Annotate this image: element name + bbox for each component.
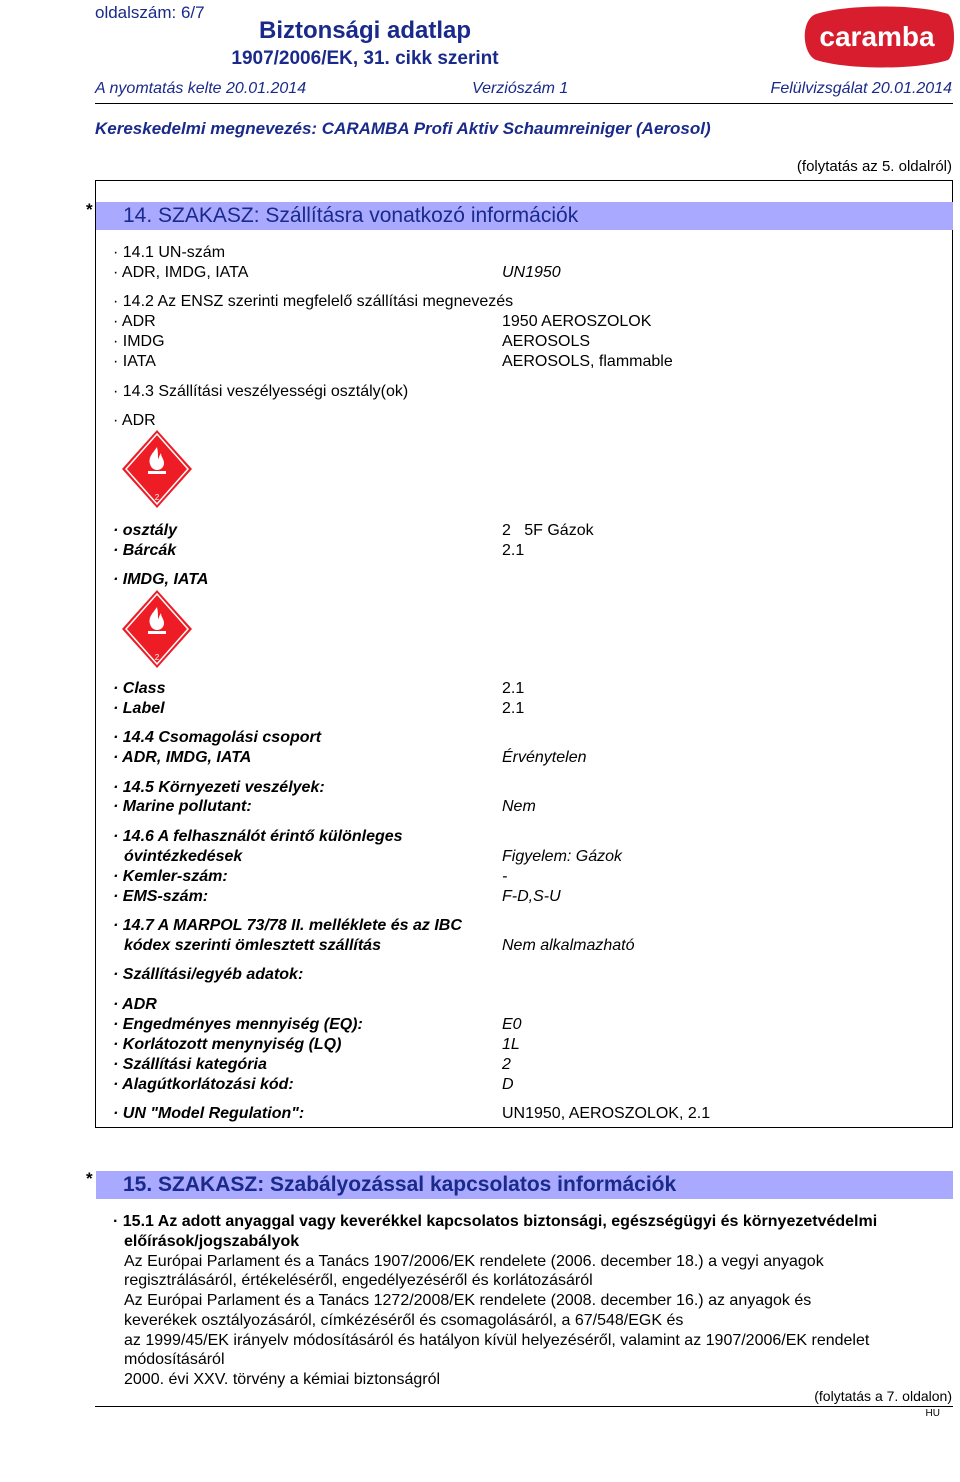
un-model-label: · UN "Model Regulation": (113, 1105, 305, 1122)
section15-title: 15. SZAKASZ: Szabályozással kapcsolatos információk (123, 1173, 677, 1196)
s141-adr-value: UN1950 (502, 264, 561, 281)
s141-label: · 14.1 UN-szám (113, 244, 226, 261)
s145-label: · 14.5 Környezeti veszélyek: (113, 779, 325, 796)
regulation-line: módosításáról (124, 1351, 225, 1368)
s143-label: · 14.3 Szállítási veszélyességi osztály(ok) (113, 383, 409, 400)
hazard-label-number: 2 (154, 653, 160, 662)
s142-imdg-value: AEROSOLS (502, 333, 591, 350)
regulation-line: 2000. évi XXV. törvény a kémiai biztonságról (124, 1371, 441, 1388)
logo-text: caramba (819, 21, 935, 52)
s147-label-cont: kódex szerinti ömlesztett szállítás (124, 937, 381, 954)
s151-label: · 15.1 Az adott anyaggal vagy keverékkel kapcsolatos biztonsági, egészségügyi és környezetvédelmi (113, 1213, 878, 1230)
lq-value: 1L (502, 1036, 520, 1053)
eq-label: · Engedményes mennyiség (EQ): (113, 1016, 363, 1033)
eng-label-value: 2.1 (502, 700, 525, 717)
flame-hazard-icon (120, 588, 194, 670)
s142-imdg-label: · IMDG (113, 333, 165, 350)
s146-label-cont: óvintézkedések (124, 848, 243, 865)
eng-class-value: 2.1 (502, 680, 525, 697)
hazard-label-number: 2 (154, 493, 160, 502)
s147-value: Nem alkalmazható (502, 937, 635, 954)
s144-adr-label: · ADR, IMDG, IATA (113, 749, 252, 766)
section15-change-marker: * (86, 1169, 93, 1188)
flame-hazard-icon (120, 428, 194, 510)
eng-class-label: · Class (113, 680, 166, 697)
page-number: oldalszám: 6/7 (95, 3, 205, 22)
s151-label-cont: előírások/jogszabályok (124, 1233, 300, 1250)
revision-date: Felülvizsgálat 20.01.2014 (770, 80, 952, 97)
regulation-line: Az Európai Parlament és a Tanács 1272/2008/EK rendelete (2008. december 16.) az anyagok és (124, 1292, 812, 1309)
continued-to: (folytatás a 7. oldalon) (814, 1388, 952, 1404)
s142-adr-value: 1950 AEROSZOLOK (502, 313, 652, 330)
un-model-value: UN1950, AEROSZOLOK, 2.1 (502, 1105, 711, 1122)
kemler-value: - (502, 868, 508, 885)
s142-adr-label: · ADR (113, 313, 156, 330)
transport-category-value: 2 (502, 1056, 511, 1073)
ems-label: · EMS-szám: (113, 888, 209, 905)
regulation-line: Az Európai Parlament és a Tanács 1907/2006/EK rendelete (2006. december 18.) a vegyi anyagok (124, 1253, 824, 1270)
continued-from: (folytatás az 5. oldalról) (796, 158, 952, 175)
transport-category-label: · Szállítási kategória (113, 1056, 267, 1073)
other-adr-label: · ADR (113, 996, 157, 1013)
s146-value: Figyelem: Gázok (502, 848, 623, 865)
document-title: Biztonsági adatlap (258, 17, 472, 44)
s142-iata-value: AEROSOLS, flammable (502, 353, 673, 370)
s147-label: · 14.7 A MARPOL 73/78 II. melléklete és az IBC (113, 917, 462, 934)
s141-adr-label: · ADR, IMDG, IATA (113, 264, 249, 281)
eq-value: E0 (502, 1016, 522, 1033)
s144-label: · 14.4 Csomagolási csoport (113, 729, 322, 746)
regulation-line: regisztrálásáról, értékeléséről, engedélyezéséről és korlátozásáról (124, 1272, 593, 1289)
s146-label: · 14.6 A felhasználót érintő különleges (113, 828, 403, 845)
class-value: 2 5F Gázok (502, 522, 594, 539)
footer-divider (95, 1406, 953, 1407)
s144-adr-value: Érvénytelen (502, 749, 587, 766)
lq-label: · Korlátozott menynyiség (LQ) (113, 1036, 342, 1053)
version-number: Verziószám 1 (472, 80, 569, 97)
kemler-label: · Kemler-szám: (113, 868, 228, 885)
eng-label-label: · Label (113, 700, 165, 717)
s142-label: · 14.2 Az ENSZ szerinti megfelelő szállítási megnevezés (113, 293, 514, 310)
section14-title: 14. SZAKASZ: Szállításra vonatkozó információk (123, 204, 579, 227)
section14-change-marker: * (86, 200, 93, 219)
tunnel-code-value: D (502, 1076, 514, 1093)
regulation-line: az 1999/45/EK irányelv módosításáról és hatályon kívül helyezéséről, valamint az 1907/2006/EK rendelet (124, 1332, 870, 1349)
s142-iata-label: · IATA (113, 353, 156, 370)
print-date: A nyomtatás kelte 20.01.2014 (95, 80, 307, 97)
document-subtitle: 1907/2006/EK, 31. cikk szerint (231, 48, 499, 69)
barcak-value: 2.1 (502, 542, 525, 559)
trade-name: Kereskedelmi megnevezés: CARAMBA Profi Aktiv Schaumreiniger (Aerosol) (95, 119, 711, 138)
imdg-iata-label: · IMDG, IATA (113, 571, 209, 588)
s145-marine-value: Nem (502, 798, 536, 815)
class-label: · osztály (113, 522, 178, 539)
header-divider (95, 103, 953, 104)
regulation-line: keverékek osztályozásáról, címkézéséről és csomagolásáról, a 67/548/EGK és (124, 1312, 684, 1329)
language-code: HU (925, 1408, 940, 1419)
s145-marine-label: · Marine pollutant: (113, 798, 252, 815)
caramba-logo (798, 6, 956, 68)
tunnel-code-label: · Alagútkorlátozási kód: (113, 1076, 294, 1093)
ems-value: F-D,S-U (502, 888, 561, 905)
other-info-label: · Szállítási/egyéb adatok: (113, 966, 304, 983)
barcak-label: · Bárcák (113, 542, 177, 559)
s143-adr-label: · ADR (113, 412, 156, 429)
